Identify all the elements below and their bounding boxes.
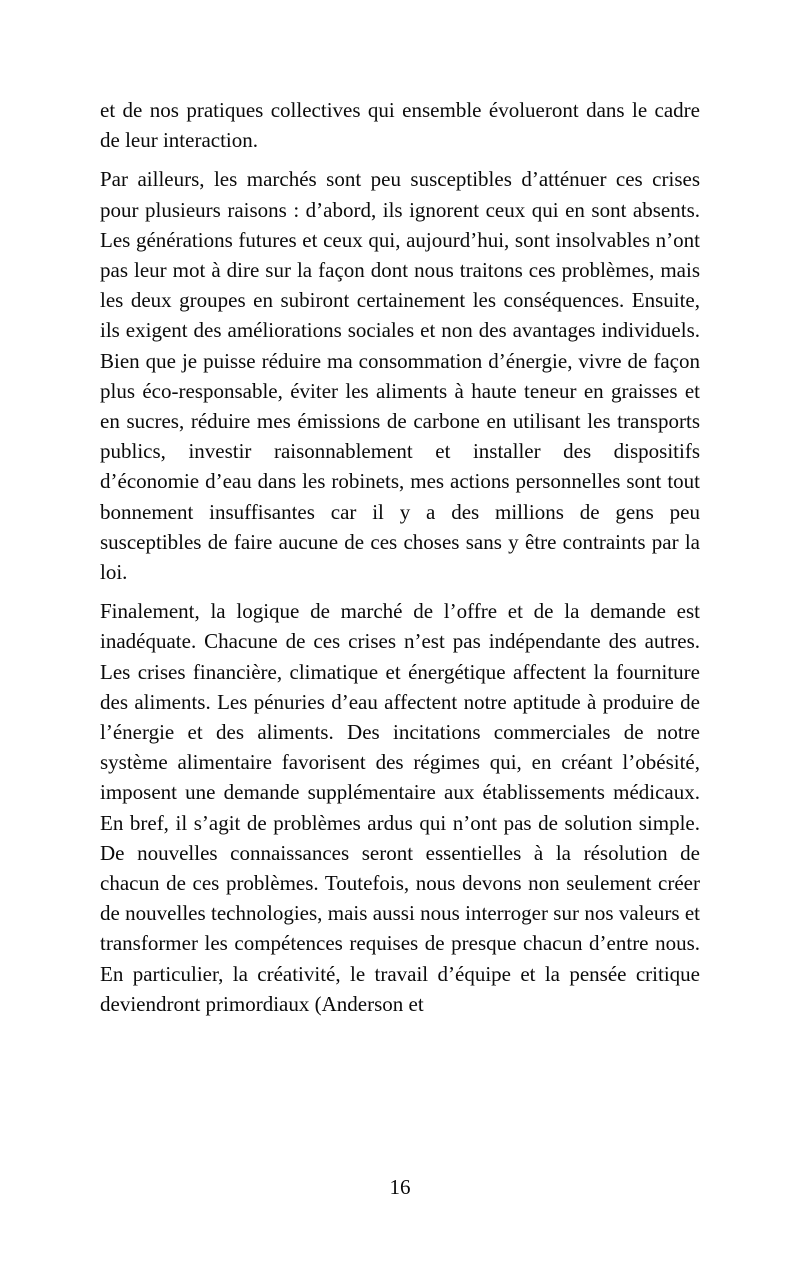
- page-number: 16: [389, 1175, 411, 1199]
- paragraph-continuation: et de nos pratiques collectives qui ensemble évolueront dans le cadre de leur interaction.: [100, 98, 700, 153]
- paragraph-markets: Par ailleurs, les marchés sont peu susceptibles d’atténuer ces crises pour plusieurs raisons : d’abord, ils ignorent ceux qui en sont absents. Les générations futures et ceux qui, aujourd’hui, sont insolvables n’ont pas leur mot à dire sur la façon dont nous traitons ces problèmes, mais les deux groupes en subiront certainement les conséquences. Ensuite, ils exigent des améliorations sociales et non des avantages individuels. Bien que je puisse réduire ma consommation d’énergie, vivre de façon plus éco-responsable, éviter les aliments à haute teneur en graisses et en sucres, réduire mes émissions de carbone en utilisant les transports publics, investir raisonnablement et installer des dispositifs d’économie d’eau dans les robinets, mes actions personnelles sont tout bonnement insuffisantes car il y a des millions de gens peu susceptibles de faire aucune de ces choses sans y être contraints par la loi.: [100, 167, 700, 585]
- body-text: [100, 95, 700, 1019]
- paragraph-market-logic: Finalement, la logique de marché de l’offre et de la demande est inadéquate. Chacune de ces crises n’est pas indépendante des autres. Les crises financière, climatique et énergétique affectent la fourniture des aliments. Les pénuries d’eau affectent notre aptitude à produire de l’énergie et des aliments. Des incitations commerciales de notre système alimentaire favorisent des régimes qui, en créant l’obésité, imposent une demande supplémentaire aux établissements médicaux. En bref, il s’agit de problèmes ardus qui n’ont pas de solution simple. De nouvelles connaissances seront essentielles à la résolution de chacun de ces problèmes. Toutefois, nous devons non seulement créer de nouvelles technologies, mais aussi nous interroger sur nos valeurs et transformer les compétences requises de presque chacun d’entre nous. En particulier, la créativité, le travail d’équipe et la pensée critique deviendront primordiaux (Anderson et: [100, 599, 700, 1016]
